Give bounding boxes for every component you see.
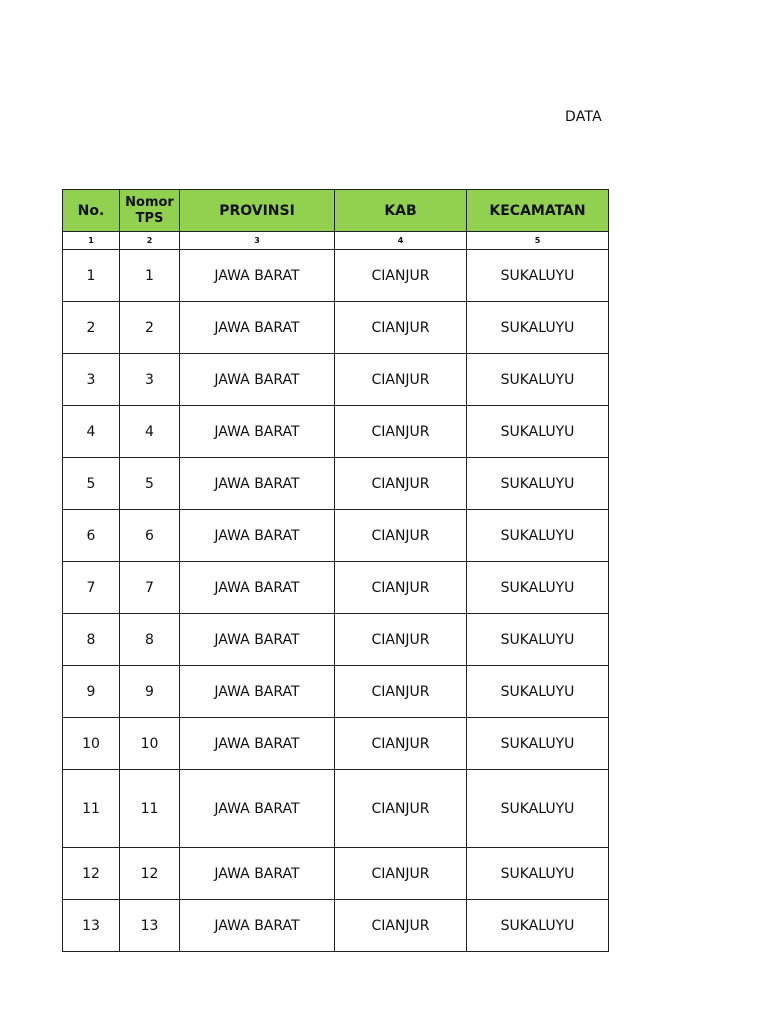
cell-tps: 12 [120,848,180,900]
cell-tps: 3 [120,354,180,406]
cell-tps: 11 [120,770,180,848]
table-row [63,406,609,458]
cell-kab: CIANJUR [335,614,467,666]
header-nomor-line1: Nomor [125,194,174,210]
cell-tps: 2 [120,302,180,354]
cell-kab: CIANJUR [335,848,467,900]
cell-kecamatan: SUKALUYU [467,354,609,406]
cell-provinsi: JAWA BARAT [180,562,335,614]
cell-tps: 6 [120,510,180,562]
cell-kab: CIANJUR [335,406,467,458]
table-row [63,302,609,354]
cell-provinsi: JAWA BARAT [180,510,335,562]
header-kab: KAB [335,190,467,232]
header-kecamatan: KECAMATAN [467,190,609,232]
cell-provinsi: JAWA BARAT [180,406,335,458]
cell-provinsi: JAWA BARAT [180,770,335,848]
cell-provinsi: JAWA BARAT [180,718,335,770]
cell-provinsi: JAWA BARAT [180,900,335,952]
column-number: 5 [467,232,609,250]
cell-kecamatan: SUKALUYU [467,666,609,718]
cell-provinsi: JAWA BARAT [180,666,335,718]
cell-tps: 1 [120,250,180,302]
table-row [63,458,609,510]
table-row [63,900,609,952]
cell-kab: CIANJUR [335,666,467,718]
cell-no: 5 [63,458,120,510]
table-row [63,510,609,562]
document-title: DATA [565,109,602,125]
cell-tps: 10 [120,718,180,770]
cell-kecamatan: SUKALUYU [467,302,609,354]
cell-provinsi: JAWA BARAT [180,458,335,510]
table-row [63,718,609,770]
cell-no: 4 [63,406,120,458]
tps-data-table [62,189,609,952]
cell-provinsi: JAWA BARAT [180,302,335,354]
cell-tps: 5 [120,458,180,510]
header-row [63,190,609,232]
cell-kab: CIANJUR [335,458,467,510]
column-number: 2 [120,232,180,250]
cell-tps: 7 [120,562,180,614]
cell-kab: CIANJUR [335,510,467,562]
cell-kecamatan: SUKALUYU [467,770,609,848]
table-row [63,562,609,614]
cell-no: 11 [63,770,120,848]
table-row [63,250,609,302]
cell-no: 10 [63,718,120,770]
column-number-row [63,232,609,250]
cell-kecamatan: SUKALUYU [467,900,609,952]
cell-kecamatan: SUKALUYU [467,250,609,302]
cell-kecamatan: SUKALUYU [467,562,609,614]
header-nomor-line2: TPS [135,210,164,226]
header-provinsi: PROVINSI [180,190,335,232]
table-row [63,770,609,848]
cell-provinsi: JAWA BARAT [180,354,335,406]
column-number: 3 [180,232,335,250]
cell-provinsi: JAWA BARAT [180,614,335,666]
cell-kab: CIANJUR [335,562,467,614]
table-row [63,354,609,406]
cell-kecamatan: SUKALUYU [467,458,609,510]
cell-no: 1 [63,250,120,302]
cell-no: 3 [63,354,120,406]
table-row [63,614,609,666]
header-nomor-tps [120,190,180,232]
cell-kecamatan: SUKALUYU [467,406,609,458]
cell-no: 7 [63,562,120,614]
header-no: No. [63,190,120,232]
cell-tps: 8 [120,614,180,666]
cell-tps: 9 [120,666,180,718]
cell-kab: CIANJUR [335,354,467,406]
table-row [63,848,609,900]
cell-kab: CIANJUR [335,718,467,770]
cell-tps: 4 [120,406,180,458]
column-number: 1 [63,232,120,250]
cell-provinsi: JAWA BARAT [180,848,335,900]
cell-no: 6 [63,510,120,562]
table-row [63,666,609,718]
cell-provinsi: JAWA BARAT [180,250,335,302]
table-body [63,250,609,952]
cell-no: 13 [63,900,120,952]
cell-kecamatan: SUKALUYU [467,510,609,562]
cell-tps: 13 [120,900,180,952]
cell-kecamatan: SUKALUYU [467,848,609,900]
cell-no: 2 [63,302,120,354]
cell-kab: CIANJUR [335,250,467,302]
cell-no: 9 [63,666,120,718]
cell-no: 8 [63,614,120,666]
cell-kab: CIANJUR [335,302,467,354]
cell-no: 12 [63,848,120,900]
column-number: 4 [335,232,467,250]
cell-kecamatan: SUKALUYU [467,614,609,666]
cell-kab: CIANJUR [335,770,467,848]
cell-kecamatan: SUKALUYU [467,718,609,770]
cell-kab: CIANJUR [335,900,467,952]
